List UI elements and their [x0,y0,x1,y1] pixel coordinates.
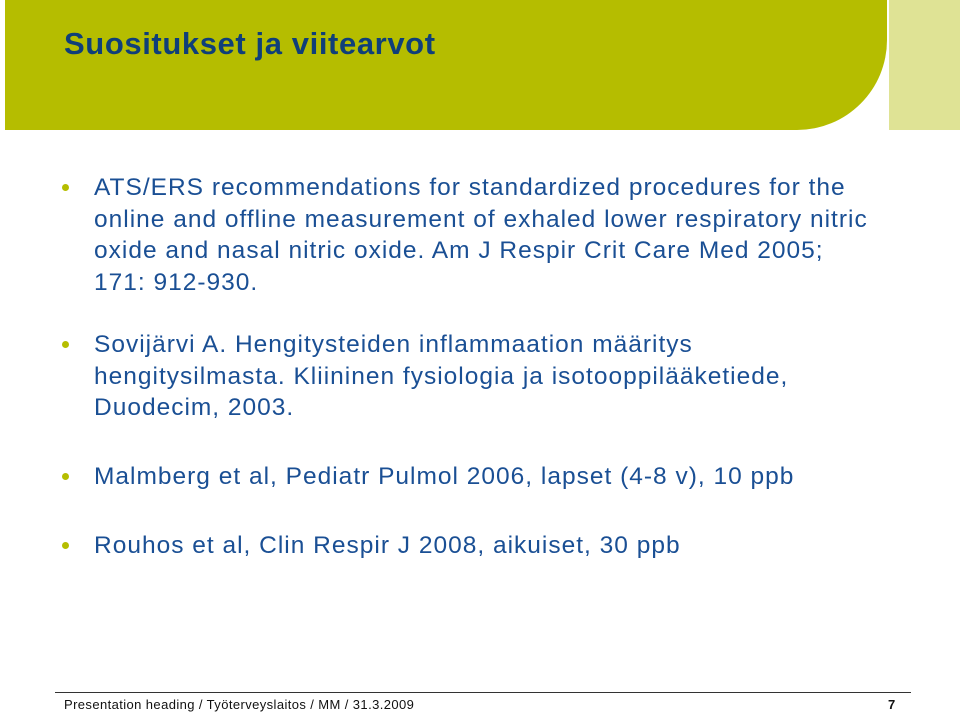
bullet-list [62,172,882,562]
bullet-text: ATS/ERS recommendations for standardized procedures for the online and offline measurement of exhaled lower respiratory nitric oxide and nasal nitric oxide. Am J Respir Crit Care Med 2005; 171: 912-930. [94,174,868,296]
footer-divider [55,692,911,693]
bullet-dot-icon [62,542,69,549]
footer-text: Presentation heading / Työterveyslaitos / MM / 31.3.2009 [64,697,415,712]
bullet-item [62,172,882,298]
bullet-dot-icon [62,473,69,480]
title-banner [5,0,887,130]
bullet-text: Malmberg et al, Pediatr Pulmol 2006, lapset (4-8 v), 10 ppb [94,462,795,490]
bullet-dot-icon [62,184,69,191]
bullet-text: Rouhos et al, Clin Respir J 2008, aikuiset, 30 ppb [94,532,681,559]
bullet-item [62,329,882,424]
bullet-text: Sovijärvi A. Hengitysteiden inflammaation määritys hengitysilmasta. Kliininen fysiologia ja isotooppilääketiede, Duodecim, 2003. [94,331,789,421]
title-banner-accent [889,0,960,130]
slide-title: Suositukset ja viitearvot [64,26,436,61]
bullet-dot-icon [62,341,69,348]
bullet-item [62,461,882,493]
bullet-item [62,530,882,562]
page-number: 7 [888,697,896,712]
